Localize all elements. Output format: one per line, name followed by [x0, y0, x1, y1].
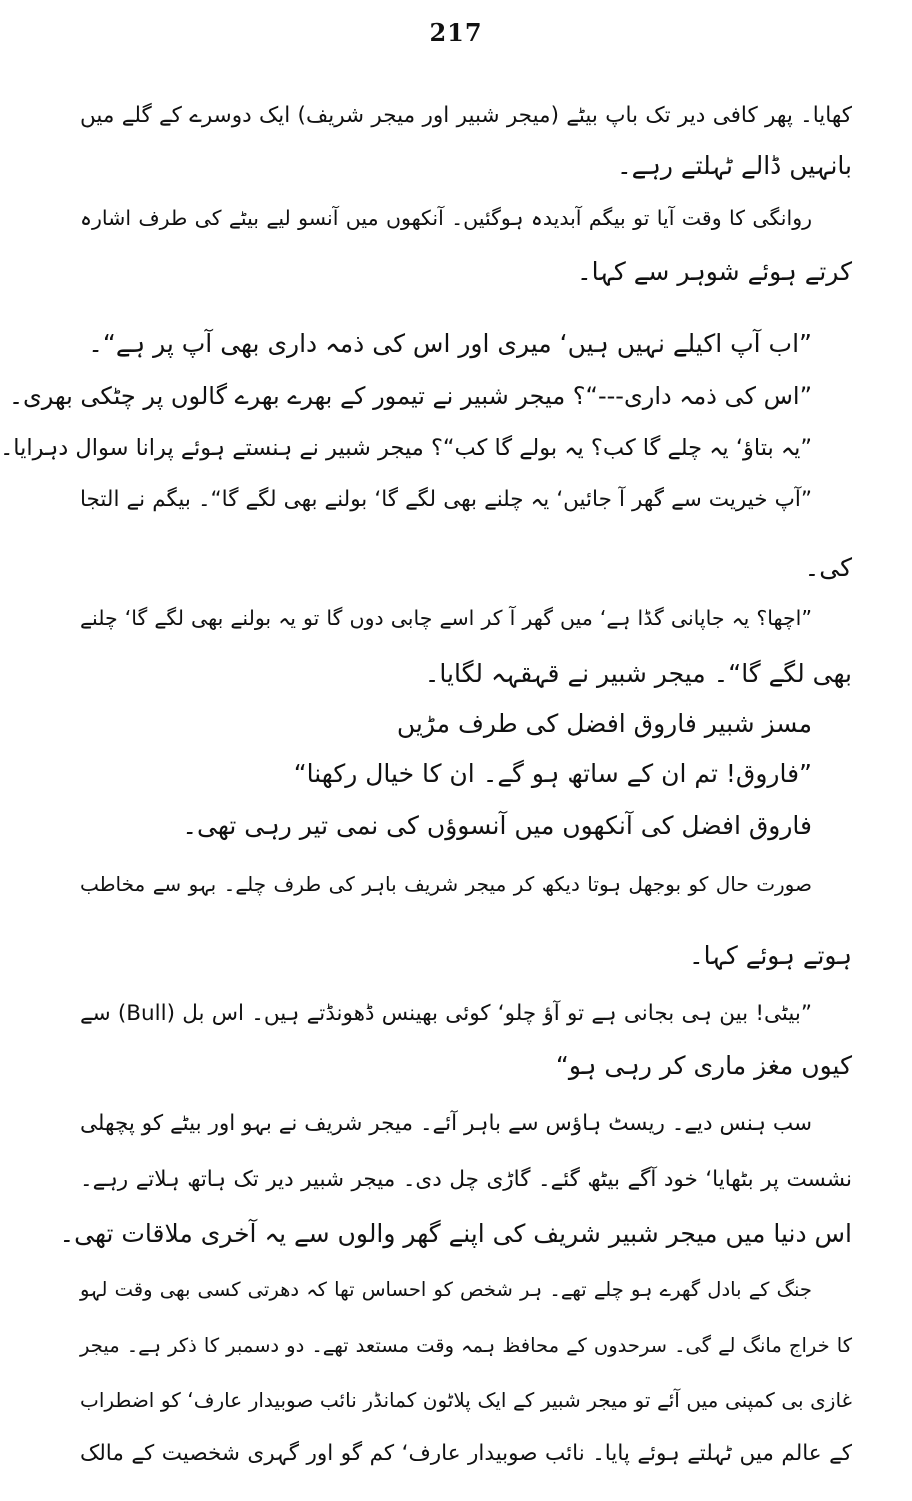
text-line: بھی لگے گا“۔ میجر شبیر نے قہقہہ لگایا۔	[424, 659, 852, 688]
text-line: ”اس کی ذمہ داری---“؟ میجر شبیر نے تیمور کے بھرے بھرے گالوں پر چٹکی بھری۔	[8, 382, 812, 410]
text-line: کا خراج مانگ لے گی۔ سرحدوں کے محافظ ہمہ وقت مستعد تھے۔ دو دسمبر کا ذکر ہے۔ میجر	[80, 1334, 852, 1357]
page-number: 217	[429, 18, 483, 47]
text-line: کے عالم میں ٹہلتے ہوئے پایا۔ نائب صوبیدار عارف‘ کم گو اور گہری شخصیت کے مالک	[80, 1441, 852, 1466]
text-line: کرتے ہوئے شوہر سے کہا۔	[577, 257, 852, 286]
text-line: روانگی کا وقت آیا تو بیگم آبدیدہ ہوگئیں۔ آنکھوں میں آنسو لیے بیٹے کی طرف اشارہ	[80, 206, 812, 230]
text-line: جنگ کے بادل گھرے ہو چلے تھے۔ ہر شخص کو احساس تھا کہ دھرتی کسی بھی وقت لہو	[80, 1278, 812, 1301]
text-line: اس دنیا میں میجر شبیر شریف کی اپنے گھر والوں سے یہ آخری ملاقات تھی۔	[59, 1219, 852, 1248]
text-line: ”اب آپ اکیلے نہیں ہیں‘ میری اور اس کی ذمہ داری بھی آپ پر ہے“۔	[88, 329, 812, 358]
text-line: صورت حال کو بوجھل ہوتا دیکھ کر میجر شریف باہر کی طرف چلے۔ بہو سے مخاطب	[80, 872, 812, 896]
text-line: سب ہنس دیے۔ ریسٹ ہاؤس سے باہر آئے۔ میجر شریف نے بہو اور بیٹے کو پچھلی	[80, 1111, 812, 1136]
text-line: ”یہ بتاؤ‘ یہ چلے گا کب؟ یہ بولے گا کب“؟ میجر شبیر نے ہنستے ہوئے پرانا سوال دہرایا۔	[0, 435, 812, 461]
text-line: ہوتے ہوئے کہا۔	[688, 941, 852, 970]
text-line: فاروق افضل کی آنکھوں میں آنسوؤں کی نمی تیر رہی تھی۔	[182, 811, 812, 840]
text-line: بانہیں ڈالے ٹہلتے رہے۔	[616, 151, 852, 180]
text-line: ”اچھا؟ یہ جاپانی گڈا ہے‘ میں گھر آ کر اسے چابی دوں گا تو یہ بولنے بھی لگے گا‘ چلنے	[80, 606, 812, 630]
text-line: ”بیٹی! بین ہی بجانی ہے تو آؤ چلو‘ کوئی بھینس ڈھونڈتے ہیں۔ اس بل (Bull) سے	[80, 1001, 812, 1026]
text-line: کیوں مغز ماری کر رہی ہو“	[555, 1051, 852, 1080]
text-line: ”فاروق! تم ان کے ساتھ ہو گے۔ ان کا خیال رکھنا“	[293, 759, 812, 788]
text-line: کھایا۔ پھر کافی دیر تک باپ بیٹے (میجر شبیر اور میجر شریف) ایک دوسرے کے گلے میں	[80, 103, 852, 128]
text-line: ”آپ خیریت سے گھر آ جائیں‘ یہ چلنے بھی لگے گا‘ بولنے بھی لگے گا“۔ بیگم نے التجا	[80, 487, 812, 512]
text-line: غازی بی کمپنی میں آئے تو میجر شبیر کے ایک پلاٹون کمانڈر نائب صوبیدار عارف‘ کو اضطراب	[80, 1388, 852, 1412]
text-line: مسز شبیر فاروق افضل کی طرف مڑیں	[396, 709, 812, 738]
text-line: کی۔	[804, 553, 852, 582]
text-line: نشست پر بٹھایا‘ خود آگے بیٹھ گئے۔ گاڑی چل دی۔ میجر شبیر دیر تک ہاتھ ہلاتے رہے۔	[80, 1167, 852, 1192]
